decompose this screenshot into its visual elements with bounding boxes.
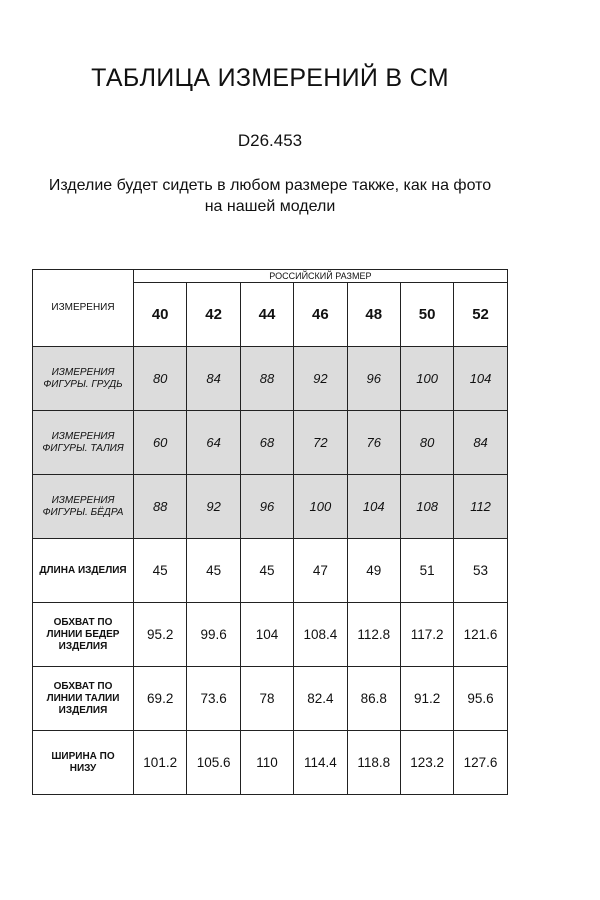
table-row — [33, 475, 508, 539]
size-header-cell: 44 — [240, 283, 293, 347]
measurement-value: 117.2 — [400, 603, 453, 667]
measurement-value: 99.6 — [187, 603, 240, 667]
measurement-label: ИЗМЕРЕНИЯ ФИГУРЫ. ГРУДЬ — [33, 347, 134, 411]
measurement-value: 78 — [240, 667, 293, 731]
table-row — [33, 411, 508, 475]
table-row — [33, 347, 508, 411]
fit-note: Изделие будет сидеть в любом размере также, как на фото на нашей модели — [48, 177, 492, 215]
measurement-value: 64 — [187, 411, 240, 475]
measurement-value: 45 — [134, 539, 187, 603]
russian-size-header: РОССИЙСКИЙ РАЗМЕР — [134, 270, 508, 283]
measurement-value: 104 — [240, 603, 293, 667]
measurement-value: 96 — [347, 347, 400, 411]
measurement-value: 108 — [400, 475, 453, 539]
size-header-cell: 50 — [400, 283, 453, 347]
measurement-value: 60 — [134, 411, 187, 475]
measurement-value: 95.2 — [134, 603, 187, 667]
table-row — [33, 603, 508, 667]
measurements-header: ИЗМЕРЕНИЯ — [33, 270, 134, 347]
measurement-value: 72 — [294, 411, 347, 475]
measurement-value: 127.6 — [454, 731, 507, 795]
measurement-value: 118.8 — [347, 731, 400, 795]
measurement-value: 100 — [294, 475, 347, 539]
measurement-value: 112.8 — [347, 603, 400, 667]
measurement-label: ОБХВАТ ПО ЛИНИИ ТАЛИИ ИЗДЕЛИЯ — [33, 667, 134, 731]
measurement-value: 51 — [400, 539, 453, 603]
measurement-label: ДЛИНА ИЗДЕЛИЯ — [33, 539, 134, 603]
measurement-label: ШИРИНА ПО НИЗУ — [33, 731, 134, 795]
measurement-value: 104 — [347, 475, 400, 539]
measurement-value: 101.2 — [134, 731, 187, 795]
measurement-value: 49 — [347, 539, 400, 603]
measurement-label: ИЗМЕРЕНИЯ ФИГУРЫ. ТАЛИЯ — [33, 411, 134, 475]
measurement-value: 76 — [347, 411, 400, 475]
size-header-cell: 42 — [187, 283, 240, 347]
measurement-value: 84 — [454, 411, 507, 475]
table-row — [33, 539, 508, 603]
measurement-value: 92 — [294, 347, 347, 411]
size-header-cell: 46 — [294, 283, 347, 347]
measurement-value: 88 — [134, 475, 187, 539]
measurement-value: 45 — [187, 539, 240, 603]
measurement-value: 108.4 — [294, 603, 347, 667]
measurement-value: 123.2 — [400, 731, 453, 795]
size-header-cell: 40 — [134, 283, 187, 347]
page-title: ТАБЛИЦА ИЗМЕРЕНИЙ В СМ — [91, 64, 449, 92]
measurement-value: 91.2 — [400, 667, 453, 731]
measurement-value: 69.2 — [134, 667, 187, 731]
article-code: D26.453 — [237, 131, 303, 150]
measurement-value: 86.8 — [347, 667, 400, 731]
measurement-label: ИЗМЕРЕНИЯ ФИГУРЫ. БЁДРА — [33, 475, 134, 539]
size-chart-table — [32, 269, 508, 795]
measurement-value: 47 — [294, 539, 347, 603]
measurement-value: 80 — [400, 411, 453, 475]
size-header-cell: 48 — [347, 283, 400, 347]
measurement-label: ОБХВАТ ПО ЛИНИИ БЕДЕР ИЗДЕЛИЯ — [33, 603, 134, 667]
table-row — [33, 667, 508, 731]
measurement-value: 112 — [454, 475, 507, 539]
measurement-value: 45 — [240, 539, 293, 603]
measurement-value: 82.4 — [294, 667, 347, 731]
measurement-value: 68 — [240, 411, 293, 475]
measurement-value: 121.6 — [454, 603, 507, 667]
measurement-value: 96 — [240, 475, 293, 539]
measurement-value: 110 — [240, 731, 293, 795]
measurement-value: 88 — [240, 347, 293, 411]
measurement-value: 73.6 — [187, 667, 240, 731]
table-row — [33, 731, 508, 795]
measurement-value: 84 — [187, 347, 240, 411]
measurement-value: 92 — [187, 475, 240, 539]
measurement-value: 53 — [454, 539, 507, 603]
measurement-value: 114.4 — [294, 731, 347, 795]
measurement-value: 100 — [400, 347, 453, 411]
size-header-cell: 52 — [454, 283, 507, 347]
measurement-value: 95.6 — [454, 667, 507, 731]
measurement-value: 80 — [134, 347, 187, 411]
measurement-value: 105.6 — [187, 731, 240, 795]
measurement-value: 104 — [454, 347, 507, 411]
